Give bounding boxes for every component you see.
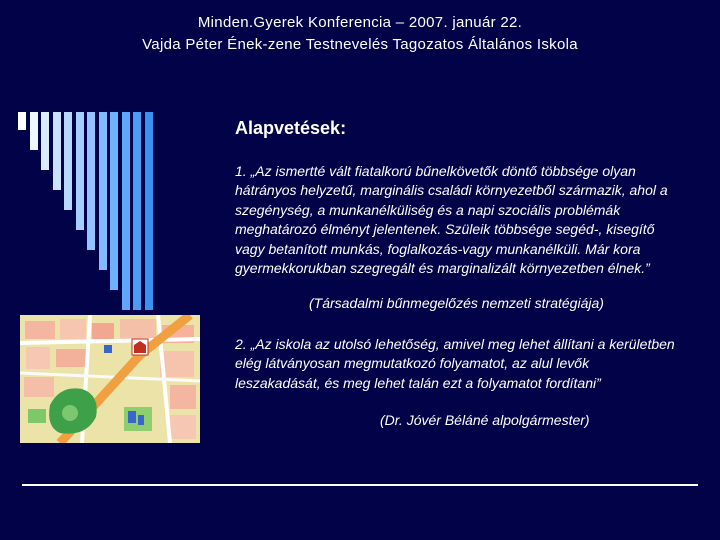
slide-header	[0, 12, 720, 56]
section-heading: Alapvetések:	[235, 118, 347, 138]
quote-2: 2. „Az iskola az utolsó lehetőség, amivel meg lehet állítani a kerületben elég látványosan megmutatkozó folyamatot, az alul levők leszakadását, és meg lehet talán ezt a folyamatot fordítani”	[235, 336, 675, 391]
decorative-bar	[145, 112, 153, 310]
decorative-bar	[30, 112, 38, 150]
header-line-1: Minden.Gyerek Konferencia – 2007. január 22.	[197, 14, 523, 31]
decorative-bar	[99, 112, 107, 270]
decorative-bar	[76, 112, 84, 230]
bottom-divider	[22, 484, 698, 486]
decorative-bar	[87, 112, 95, 250]
map-graphic	[20, 315, 200, 443]
decorative-bar	[53, 112, 61, 190]
quote-1: 1. „Az ismertté vált fiatalkorú bűnelkövetők döntő többsége olyan hátrányos helyzetű, marginális családi környezetből származik, ahol a szegénység, a munkanélküliség és a napi szociális problémák meghatározó élményt jelentenek. Szüleik többsége segéd-, kisegítő vagy betanított munkás, foglalkozás-vagy munkanélküli. Már kora gyermekkorukban szegregált és marginalizált környezetben élnek.”	[235, 163, 668, 277]
header-line-2: Vajda Péter Ének-zene Testnevelés Tagozatos Általános Iskola	[142, 36, 578, 53]
decorative-bar	[18, 112, 26, 130]
decorative-bar	[110, 112, 118, 290]
decorative-bar	[133, 112, 141, 310]
decorative-bar	[64, 112, 72, 210]
quote-2-source: (Dr. Jóvér Béláné alpolgármester)	[380, 412, 590, 428]
decorative-bar	[41, 112, 49, 170]
main-content	[235, 114, 675, 428]
decorative-bar	[122, 112, 130, 310]
district-map-image	[20, 315, 200, 443]
quote-1-source: (Társadalmi bűnmegelőzés nemzeti stratégiája)	[309, 295, 604, 311]
